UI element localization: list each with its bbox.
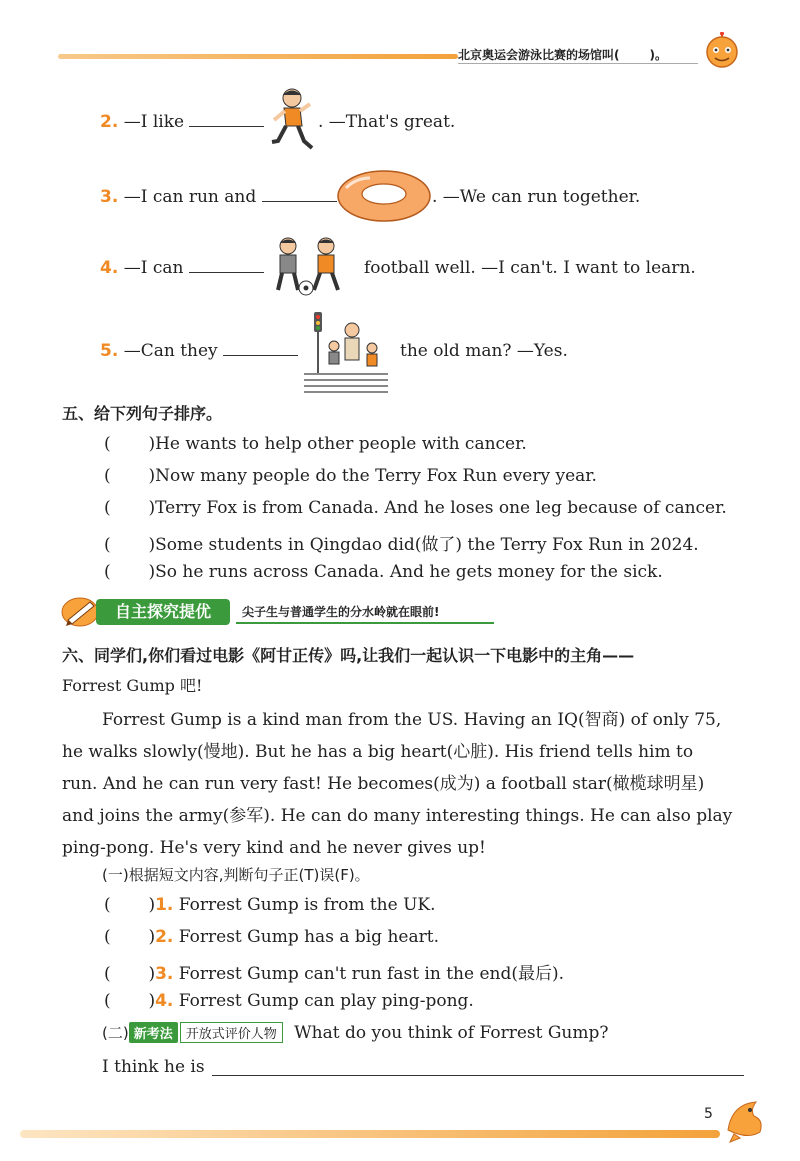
part-2-row: (二) 新考法 开放式评价人物 What do you think of Forrest Gump? [102,1023,609,1043]
part-2-tag-open: 开放式评价人物 [180,1022,283,1043]
banner-underline [236,622,494,624]
tf-blank[interactable]: ( ) [104,991,156,1011]
header-question: 北京奥运会游泳比赛的场馆叫( )。 [458,48,667,62]
order-blank[interactable]: ( ) [104,434,156,454]
footer-bar [20,1130,720,1138]
banner-pencil-icon [60,596,100,628]
crossing-road-icon [300,308,392,394]
banner-label: 自主探究提优 [96,599,230,625]
section-5-title: 五、给下列句子排序。 [62,404,223,423]
item-number: 4. [100,258,119,278]
match-row-2: 2. —I like [100,112,264,132]
match-row-5: 5. —Can they [100,341,298,361]
match-row-5-after: the old man? —Yes. [400,341,568,361]
answer-row: I think he is [102,1057,205,1077]
tf-item-1: ( )1. Forrest Gump is from the UK. [104,895,436,915]
passage-line: and joins the army(参军). He can do many interesting things. He can also play [62,806,733,826]
section-6-title-2: Forrest Gump 吧! [62,676,203,695]
order-item-1: ( )He wants to help other people with cancer. [104,434,527,454]
answer-blank[interactable] [189,126,264,127]
tf-item-3: ( )3. Forrest Gump can't run fast in the end(最后). [104,964,565,984]
match-row-4-after: football well. —I can't. I want to learn. [364,258,696,278]
tf-blank[interactable]: ( ) [104,927,156,947]
match-row-3: 3. —I can run and [100,187,337,207]
running-boy-icon [270,86,318,156]
item-number: 5. [100,341,119,361]
order-item-5: ( )So he runs across Canada. And he gets money for the sick. [104,562,663,582]
match-row-3-after: . —We can run together. [432,187,641,207]
passage [62,704,750,864]
item-number: 3. [100,187,119,207]
order-blank[interactable]: ( ) [104,466,156,486]
match-row-4: 4. —I can [100,258,264,278]
page-number: 5 [704,1106,713,1122]
answer-blank[interactable] [223,355,298,356]
passage-line: Forrest Gump is a kind man from the US. Having an IQ(智商) of only 75, [102,710,722,730]
order-item-3: ( )Terry Fox is from Canada. And he loses one leg because of cancer. [104,498,727,518]
tf-blank[interactable]: ( ) [104,964,156,984]
order-blank[interactable]: ( ) [104,498,156,518]
answer-blank[interactable] [262,201,337,202]
dolphin-mascot-icon [720,1094,770,1144]
part-2-tag-new: 新考法 [129,1022,178,1043]
boys-football-icon [268,234,352,298]
answer-blank[interactable] [189,272,264,273]
item-number: 2. [100,112,119,132]
tf-item-4: ( )4. Forrest Gump can play ping-pong. [104,991,474,1011]
part-1-title: (一)根据短文内容,判断句子正(T)误(F)。 [102,866,370,884]
tf-item-2: ( )2. Forrest Gump has a big heart. [104,927,439,947]
order-blank[interactable]: ( ) [104,562,156,582]
order-item-4: ( )Some students in Qingdao did(做了) the Terry Fox Run in 2024. [104,535,699,555]
answer-line[interactable] [212,1075,744,1076]
order-item-2: ( )Now many people do the Terry Fox Run every year. [104,466,597,486]
banner-slogan: 尖子生与普通学生的分水岭就在眼前! [242,605,440,619]
passage-line: he walks slowly(慢地). But he has a big heart(心脏). His friend tells him to [62,742,694,762]
swim-ring-icon [336,168,432,224]
passage-line: run. And he can run very fast! He becomes(成为) a football star(橄榄球明星) [62,774,705,794]
order-blank[interactable]: ( ) [104,535,156,555]
tf-blank[interactable]: ( ) [104,895,156,915]
header-bar [58,54,458,59]
passage-line: ping-pong. He's very kind and he never gives up! [62,838,486,858]
section-6-title: 六、同学们,你们看过电影《阿甘正传》吗,让我们一起认识一下电影中的主角—— [62,646,635,665]
match-row-2-after: . —That's great. [318,112,456,132]
header-underline [458,63,698,64]
mascot-robot-icon [702,32,742,72]
